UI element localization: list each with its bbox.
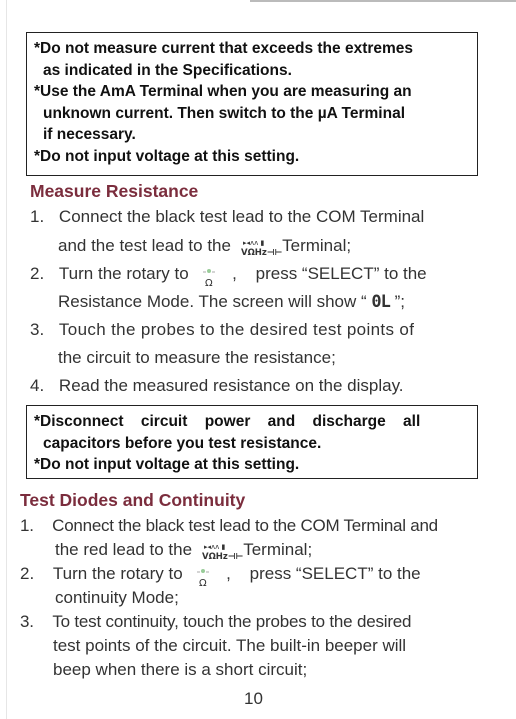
section-heading-diodes: Test Diodes and Continuity xyxy=(20,490,246,510)
item-text: To test continuity, touch the probes to the desired xyxy=(52,612,412,631)
ol-display-glyph: 0L xyxy=(371,292,390,312)
terminal-symbol-icon xyxy=(240,237,283,258)
item-number: 2. xyxy=(30,264,45,283)
list-item-continued xyxy=(58,348,336,368)
list-item xyxy=(30,320,414,340)
list-item-continued xyxy=(58,292,405,312)
list-item-continued xyxy=(55,540,312,561)
item-number: 2. xyxy=(20,564,35,583)
page-edge-left xyxy=(6,0,7,719)
list-item xyxy=(20,612,411,632)
ohm-rotary-icon xyxy=(197,265,223,289)
page-number: 10 xyxy=(244,689,263,708)
item-text: test points of the circuit. The built-in beeper will xyxy=(53,636,407,655)
terminal-symbol-icon xyxy=(201,541,244,562)
note-line: capacitors before you test resistance. xyxy=(43,434,322,452)
item-text: Turn the rotary to xyxy=(52,564,183,583)
list-item-continued xyxy=(53,660,307,680)
item-text: Turn the rotary to xyxy=(58,264,189,283)
item-number: 3. xyxy=(20,612,34,631)
item-text: the red lead to the xyxy=(55,540,193,559)
item-number: 3. xyxy=(30,320,45,339)
item-text: press “SELECT” to the xyxy=(249,564,421,583)
note-line: if necessary. xyxy=(43,126,136,143)
note-line: *Do not input voltage at this setting. xyxy=(34,456,300,473)
item-text: press “SELECT” to the xyxy=(255,264,427,283)
item-text: continuity Mode; xyxy=(55,588,179,607)
item-text: Terminal; xyxy=(243,540,313,559)
list-item xyxy=(20,564,421,589)
item-text: the circuit to measure the resistance; xyxy=(58,348,336,367)
item-text: ”; xyxy=(394,292,405,311)
note-line: *Do not measure current that exceeds the extremes xyxy=(34,40,414,57)
note-line: *Use the AmA Terminal when you are measuring an xyxy=(34,83,412,100)
note-line: *Disconnect circuit power and discharge all xyxy=(34,413,421,430)
list-item xyxy=(30,264,427,289)
list-item xyxy=(20,516,438,536)
item-text: Connect the black test lead to the COM Terminal xyxy=(58,207,425,226)
item-text: and the test lead to the xyxy=(58,236,231,255)
note-line: *Do not input voltage at this setting. xyxy=(34,147,300,165)
list-item-continued xyxy=(58,236,351,257)
terminal-symbol-bottom: VΩHz⊣⊢ xyxy=(240,247,283,258)
item-text: Terminal; xyxy=(282,236,352,255)
list-item xyxy=(30,376,404,396)
ohm-symbol: Ω xyxy=(205,277,214,289)
page-edge-top xyxy=(250,0,516,2)
list-item xyxy=(30,207,424,227)
terminal-symbol-top: ▸◂ᴧᴧ ▮ xyxy=(242,238,265,247)
item-text: Touch the probes to the desired test points of xyxy=(58,320,415,339)
item-text: beep when there is a short circuit; xyxy=(53,660,308,679)
item-number: 1. xyxy=(20,516,34,535)
list-item-continued xyxy=(53,636,406,656)
section-heading-resistance: Measure Resistance xyxy=(30,181,199,201)
item-text: Read the measured resistance on the display. xyxy=(58,376,404,395)
note-line: as indicated in the Specifications. xyxy=(43,61,292,79)
ohm-symbol: Ω xyxy=(199,577,208,589)
list-item-continued xyxy=(55,588,179,608)
item-number: 1. xyxy=(30,207,45,226)
note-box-resistance xyxy=(26,405,478,479)
terminal-symbol-bottom: VΩHz⊣⊢ xyxy=(201,551,244,562)
item-text: Connect the black test lead to the COM Terminal and xyxy=(52,516,438,535)
item-text: , xyxy=(226,564,231,583)
note-line: unknown current. Then switch to the µA Terminal xyxy=(43,104,406,122)
item-text: Resistance Mode. The screen will show “ xyxy=(58,292,367,311)
note-box-current xyxy=(26,32,478,176)
ohm-rotary-icon xyxy=(191,565,217,589)
terminal-symbol-top: ▸◂ᴧᴧ ▮ xyxy=(203,542,226,551)
item-number: 4. xyxy=(30,376,45,395)
item-text: , xyxy=(232,264,237,283)
